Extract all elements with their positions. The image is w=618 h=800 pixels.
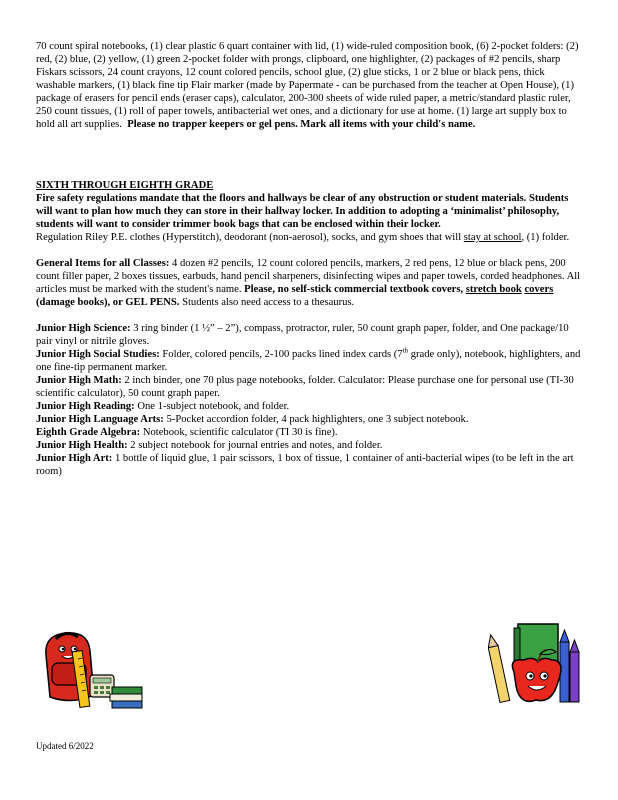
general-bold-u2: covers: [524, 284, 554, 295]
apple-crayons-clipart: [488, 620, 584, 712]
subject-science: [36, 322, 584, 348]
subject-text: Notebook, scientific calculator (TI 30 is fine).: [140, 427, 338, 438]
subject-label: Junior High Social Studies:: [36, 349, 160, 360]
subject-label: Eighth Grade Algebra:: [36, 427, 141, 438]
general-label: General Items for all Classes:: [36, 258, 170, 269]
subject-reading: [36, 400, 584, 413]
pe-end: , (1) folder.: [521, 232, 570, 243]
general-bold-u1: stretch book: [465, 284, 522, 295]
general-bold1: Please, no self-stick commercial textbook covers,: [244, 284, 466, 295]
backpack-clipart: [32, 625, 144, 711]
intro-text: 70 count spiral notebooks, (1) clear plastic 6 quart container with lid, (1) wide-ruled composition book, (6) 2-pocket folders: (2) red, (2) blue, (2) yellow, (1) green 2-pocket folder with prongs, clipboard, one highlighter, (2) packages of #2 pencils, sharp Fiskars scissors, 24 count crayons, 12 count colored pencils, school glue, (2) glue sticks, 1 or 2 blue or black pens, thick washable markers, (1) black fine tip Flair marker (made by Papermate - can be purchased from the teacher at Open House), (1) package of erasers for pencil ends (eraser caps), calculator, 200-300 sheets of wide ruled paper, a metric/standard plastic ruler, 250 count tissues, (1) roll of paper towels, antibacterial wet ones, and a dictionary for use at home. (1) large art supply box to hold all art supplies.: [36, 41, 579, 130]
superscript: th: [402, 346, 409, 355]
subject-text: 2 inch binder, one 70 plus page notebooks, folder. Calculator: Please purchase one for personal use (TI-30 scientific calculator), 50 count graph paper.: [36, 375, 574, 399]
subject-label: Junior High Health:: [36, 440, 128, 451]
subject-algebra: [36, 426, 584, 439]
subject-art: [36, 452, 584, 478]
subject-text: 5-Pocket accordion folder, 4 pack highlighters, one 3 subject notebook.: [163, 414, 469, 425]
subject-label: Junior High Math:: [36, 375, 122, 386]
sixth-eighth-section: [36, 179, 584, 478]
subject-text: 2 subject notebook for journal entries and notes, and folder.: [127, 440, 383, 451]
subject-label: Junior High Science:: [36, 323, 131, 334]
section-heading: SIXTH THROUGH EIGHTH GRADE: [36, 180, 214, 191]
intro-paragraph: [36, 40, 584, 131]
subject-text: 3 ring binder (1 ½” – 2”), compass, protractor, ruler, 50 count graph paper, folder, and One package/10 pair vinyl or nitrile gloves.: [36, 323, 569, 347]
subject-text-cont: grade only), notebook, highlighters, and one fine-tip permanent marker.: [36, 349, 581, 373]
subject-text: One 1-subject notebook, and folder.: [134, 401, 290, 412]
intro-supply-list: [36, 40, 584, 131]
subject-label: Junior High Reading:: [36, 401, 135, 412]
subject-text: Folder, colored pencils, 2-100 packs lined index cards (7: [159, 349, 403, 360]
subject-label: Junior High Art:: [36, 453, 113, 464]
general-text: 4 dozen #2 pencils, 12 count colored pencils, markers, 2 red pens, 12 blue or black pens, 200 count filler paper, 2 boxes tissues, earbuds, hand pencil sharpeners, disinfecting wipes and paper towels, corded headphones. All articles must be marked with the student's name.: [36, 258, 581, 295]
subject-social-studies: [36, 348, 584, 374]
subject-math: [36, 374, 584, 400]
subject-label: Junior High Language Arts:: [36, 414, 164, 425]
general-bold2: (damage books), or GEL PENS.: [36, 297, 180, 308]
general-items-paragraph: [36, 257, 584, 309]
fire-safety-notice: Fire safety regulations mandate that the floors and hallways be clear of any obstruction or student materials. Students will want to plan how much they can store in their hallway locker. In addition to adopting a ‘minimalist’ philosophy, students will want to consider trimmer book bags that can be enclosed within their locker.: [36, 193, 569, 230]
intro-bold-notice: Please no trapper keepers or gel pens. Mark all items with your child's name.: [127, 119, 476, 130]
updated-date: Updated 6/2022: [36, 741, 94, 751]
subject-text: 1 bottle of liquid glue, 1 pair scissors, 1 box of tissue, 1 container of anti-bacterial wipes (to be left in the art room): [36, 453, 574, 477]
pe-underlined: stay at school: [463, 232, 522, 243]
subject-language-arts: [36, 413, 584, 426]
general-tail: Students also need access to a thesaurus.: [179, 297, 355, 308]
pe-paragraph: [36, 231, 584, 244]
pe-text: Regulation Riley P.E. clothes (Hyperstitch), deodorant (non-aerosol), socks, and gym shoes that will: [36, 232, 464, 243]
subject-health: [36, 439, 584, 452]
